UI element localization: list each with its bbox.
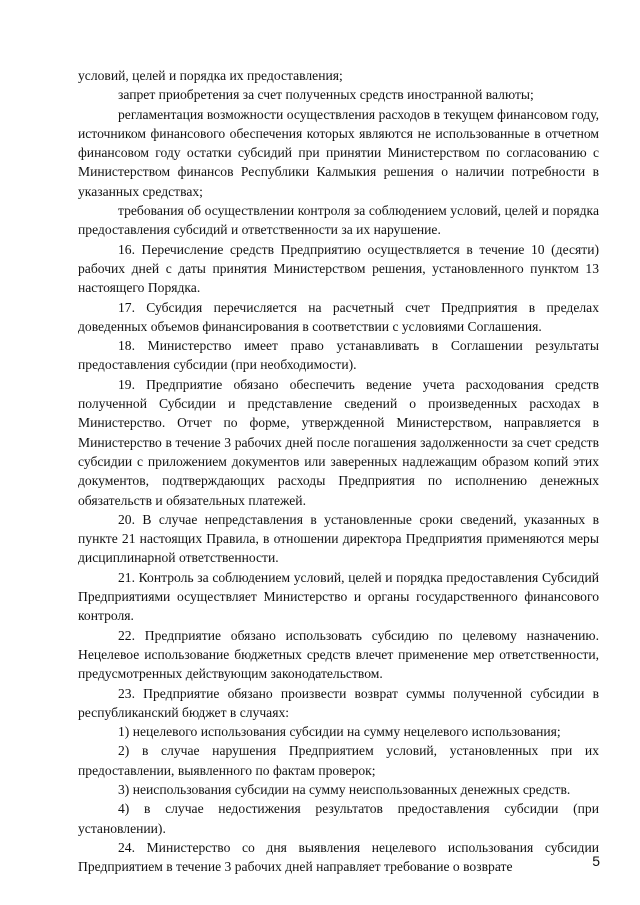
paragraph-item-19: 19. Предприятие обязано обеспечить ведение учета расходования средств полученной Субсидии и представление сведений о произведенных расходах в Министерство. Отчет по форме, утвержденной Министерством, направляется в Министерство в течение 3 рабочих дней после погашения задолженности за счет средств субсидии с приложением документов или заверенных надлежащим образом копий этих документов, подтверждающих расходы Предприятия по исполнению денежных обязательств и обязательных платежей.	[78, 376, 599, 508]
paragraph-item-17: 17. Субсидия перечисляется на расчетный счет Предприятия в пределах доведенных объемов финансирования в соответствии с условиями Соглашения.	[78, 299, 599, 334]
paragraph-item-22: 22. Предприятие обязано использовать субсидию по целевому назначению. Нецелевое использование бюджетных средств влечет применение мер ответственности, предусмотренных действующим законодательством.	[78, 627, 599, 682]
paragraph-item-21: 21. Контроль за соблюдением условий, целей и порядка предоставления Субсидий Предприятиями осуществляет Министерство и органы государственного финансового контроля.	[78, 569, 599, 624]
paragraph-item-23-sub-4: 4) в случае недостижения результатов предоставления субсидии (при установлении).	[78, 801, 599, 836]
document-body	[78, 66, 599, 876]
page-number: 5	[592, 853, 600, 869]
paragraph-item-24: 24. Министерство со дня выявления нецелевого использования субсидии Предприятием в течение 3 рабочих дней направляет требование о возврате	[78, 839, 599, 875]
paragraph-item-20: 20. В случае непредставления в установленные сроки сведений, указанных в пункте 21 настоящих Правила, в отношении директора Предприятия применяются меры дисциплинарной ответственности.	[78, 511, 599, 566]
paragraph-item-23-sub-3: 3) неиспользования субсидии на сумму неиспользованных денежных средств.	[118, 781, 571, 797]
paragraph-item-18: 18. Министерство имеет право устанавливать в Соглашении результаты предоставления субсидии (при необходимости).	[78, 338, 599, 373]
paragraph-item-23: 23. Предприятие обязано произвести возврат суммы полученной субсидии в республиканский бюджет в случаях:	[78, 685, 599, 720]
paragraph-item-23-sub-2: 2) в случае нарушения Предприятием условий, установленных при их предоставлении, выявленного по фактам проверок;	[78, 743, 599, 778]
paragraph-control-requirements: требования об осуществлении контроля за соблюдением условий, целей и порядка предоставления субсидий и ответственности за их нарушение.	[78, 203, 599, 238]
paragraph-item-23-sub-1: 1) нецелевого использования субсидии на сумму нецелевого использования;	[118, 724, 561, 740]
paragraph-continuation: условий, целей и порядка их предоставления;	[78, 68, 343, 83]
paragraph-item-16: 16. Перечисление средств Предприятию осуществляется в течение 10 (десяти) рабочих дней с даты принятия Министерством решения, установленного пунктом 13 настоящего Порядка.	[78, 241, 599, 296]
paragraph-currency-ban: запрет приобретения за счет полученных средств иностранной валюты;	[118, 87, 534, 103]
paragraph-expense-regulation: регламентация возможности осуществления расходов в текущем финансовом году, источником финансового обеспечения которых являются не использованные в отчетном финансовом году остатки субсидий при принятии Министерством по согласованию с Министерством финансов Республики Калмыкия решения о наличии потребности в указанных средствах;	[78, 106, 599, 199]
